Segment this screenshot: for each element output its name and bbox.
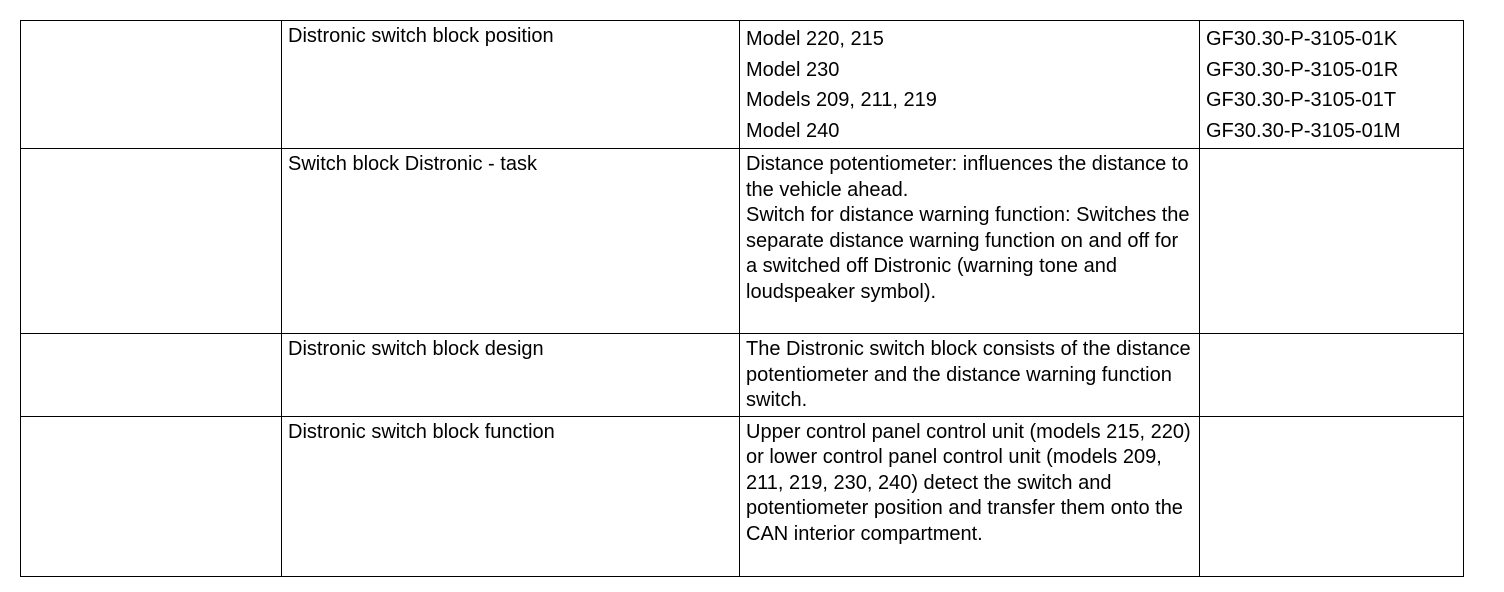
model-text: Model 240 xyxy=(746,119,840,142)
description-cell xyxy=(740,149,1200,334)
topic-text: Distronic switch block function xyxy=(288,420,555,443)
models-cell xyxy=(740,21,1200,149)
reference-cell xyxy=(1200,416,1464,576)
reference-code: GF30.30-P-3105-01T xyxy=(1206,89,1397,111)
reference-cell xyxy=(1200,149,1464,334)
reference-code: GF30.30-P-3105-01K xyxy=(1206,28,1398,50)
description-text: Upper control panel control unit (models 215, 220) or lower control panel control unit (models 209, 211, 219, 230, 240) detect the switch and potentiometer position and transfer them onto the CAN interior compartment. xyxy=(746,420,1191,545)
description-text: Distance potentiometer: influences the distance to the vehicle ahead. xyxy=(746,153,1189,201)
component-description-table xyxy=(20,20,1464,577)
description-text: Switch for distance warning function: Switches the separate distance warning function on and off for a switched off Distronic (warning tone and loudspeaker symbol). xyxy=(746,204,1190,303)
empty-cell xyxy=(21,416,282,576)
description-cell xyxy=(740,334,1200,417)
table-row xyxy=(21,334,1464,417)
empty-cell xyxy=(21,334,282,417)
reference-cell xyxy=(1200,21,1464,149)
reference-cell xyxy=(1200,334,1464,417)
model-text: Model 220, 215 xyxy=(746,28,884,50)
empty-cell xyxy=(21,21,282,149)
topic-cell xyxy=(282,149,740,334)
table-row xyxy=(21,21,1464,149)
table-row xyxy=(21,416,1464,576)
topic-cell xyxy=(282,416,740,576)
topic-text: Distronic switch block position xyxy=(288,25,554,47)
topic-cell xyxy=(282,334,740,417)
empty-cell xyxy=(21,149,282,334)
topic-cell xyxy=(282,21,740,149)
reference-code: GF30.30-P-3105-01R xyxy=(1206,58,1399,81)
description-text: The Distronic switch block consists of the distance potentiometer and the distance warning function switch. xyxy=(746,338,1191,411)
topic-text: Distronic switch block design xyxy=(288,338,544,360)
description-cell xyxy=(740,416,1200,576)
table-row xyxy=(21,149,1464,334)
reference-code: GF30.30-P-3105-01M xyxy=(1206,119,1401,142)
model-text: Model 230 xyxy=(746,58,840,81)
topic-text: Switch block Distronic - task xyxy=(288,153,537,175)
model-text: Models 209, 211, 219 xyxy=(746,89,937,111)
